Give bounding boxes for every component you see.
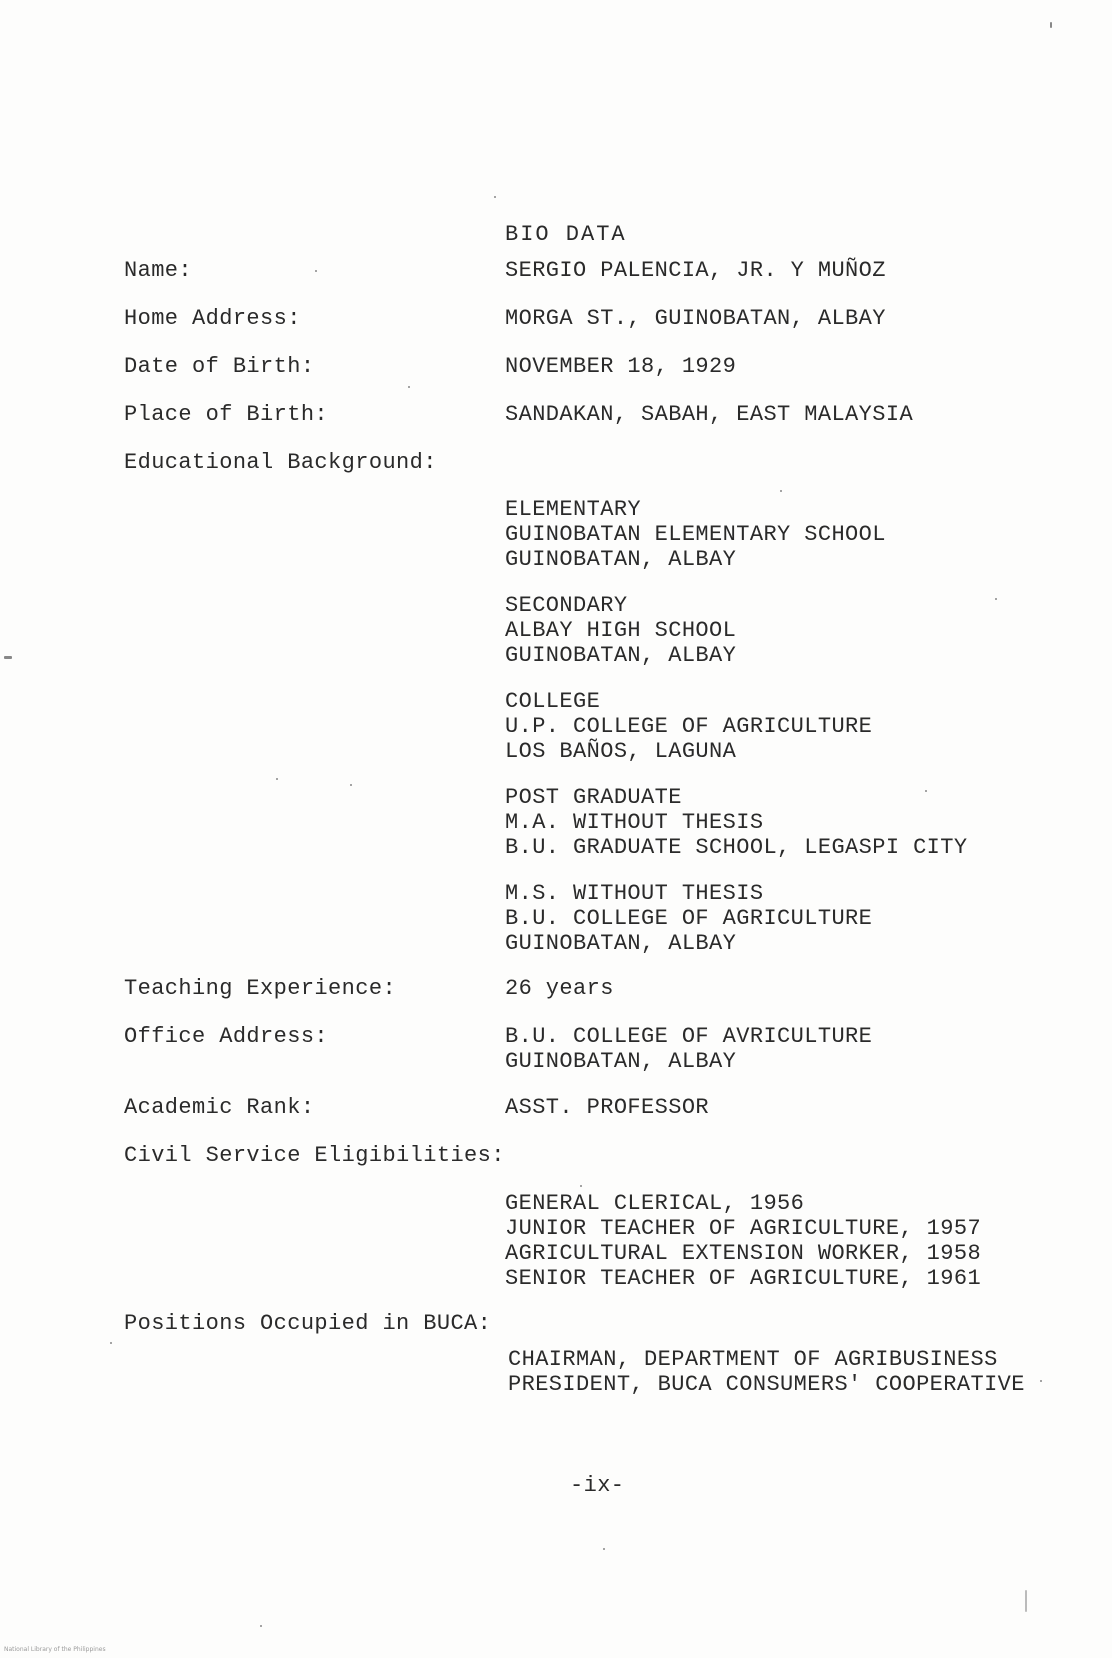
civil-service-item: JUNIOR TEACHER OF AGRICULTURE, 1957 bbox=[505, 1216, 982, 1241]
scan-speck bbox=[580, 1185, 582, 1187]
scan-footer-note: National Library of the Philippines bbox=[4, 1646, 106, 1653]
scan-speck bbox=[1050, 22, 1052, 28]
scan-speck bbox=[1025, 1590, 1027, 1612]
teaching-experience-value: 26 years bbox=[505, 976, 614, 1001]
education-line: M.S. WITHOUT THESIS bbox=[505, 881, 764, 906]
date-of-birth-value: NOVEMBER 18, 1929 bbox=[505, 354, 737, 379]
education-block-college bbox=[505, 689, 872, 764]
scan-speck bbox=[260, 1625, 262, 1627]
name-label: Name: bbox=[124, 258, 193, 283]
education-block-post-graduate bbox=[505, 785, 967, 860]
position-item: PRESIDENT, BUCA CONSUMERS' COOPERATIVE bbox=[508, 1372, 1025, 1397]
education-line: POST GRADUATE bbox=[505, 785, 682, 810]
education-line: GUINOBATAN ELEMENTARY SCHOOL bbox=[505, 522, 886, 547]
scan-speck bbox=[1040, 1380, 1042, 1382]
education-block-ms bbox=[505, 881, 872, 956]
civil-service-item: GENERAL CLERICAL, 1956 bbox=[505, 1191, 805, 1216]
education-block-elementary bbox=[505, 497, 886, 572]
scan-speck bbox=[780, 490, 782, 492]
scan-speck bbox=[925, 790, 927, 792]
education-line: M.A. WITHOUT THESIS bbox=[505, 810, 764, 835]
place-of-birth-value: SANDAKAN, SABAH, EAST MALAYSIA bbox=[505, 402, 914, 427]
positions-list bbox=[508, 1347, 1025, 1397]
civil-service-label: Civil Service Eligibilities: bbox=[124, 1143, 505, 1168]
place-of-birth-label: Place of Birth: bbox=[124, 402, 329, 427]
education-line: ALBAY HIGH SCHOOL bbox=[505, 618, 737, 643]
education-line: B.U. COLLEGE OF AGRICULTURE bbox=[505, 906, 873, 931]
education-block-secondary bbox=[505, 593, 736, 668]
civil-service-list bbox=[505, 1191, 981, 1291]
teaching-experience-label: Teaching Experience: bbox=[124, 976, 397, 1001]
civil-service-item: SENIOR TEACHER OF AGRICULTURE, 1961 bbox=[505, 1266, 982, 1291]
office-address-label: Office Address: bbox=[124, 1024, 329, 1049]
scan-speck bbox=[603, 1548, 605, 1550]
document-title: BIO DATA bbox=[505, 222, 627, 247]
page-number: -ix- bbox=[570, 1473, 625, 1498]
scan-speck bbox=[315, 270, 317, 272]
education-line: LOS BAÑOS, LAGUNA bbox=[505, 739, 737, 764]
scan-speck bbox=[408, 386, 410, 388]
positions-label: Positions Occupied in BUCA: bbox=[124, 1311, 492, 1336]
education-label: Educational Background: bbox=[124, 450, 437, 475]
name-value: SERGIO PALENCIA, JR. Y MUÑOZ bbox=[505, 258, 886, 283]
scan-speck bbox=[494, 196, 496, 198]
academic-rank-value: ASST. PROFESSOR bbox=[505, 1095, 710, 1120]
education-line: SECONDARY bbox=[505, 593, 628, 618]
scan-speck bbox=[276, 778, 278, 780]
education-line: ELEMENTARY bbox=[505, 497, 642, 522]
education-line: COLLEGE bbox=[505, 689, 601, 714]
office-address-line: B.U. COLLEGE OF AVRICULTURE bbox=[505, 1024, 873, 1049]
scan-speck bbox=[4, 656, 12, 659]
academic-rank-label: Academic Rank: bbox=[124, 1095, 315, 1120]
office-address-value bbox=[505, 1024, 872, 1074]
scan-speck bbox=[350, 784, 352, 786]
education-line: GUINOBATAN, ALBAY bbox=[505, 547, 737, 572]
position-item: CHAIRMAN, DEPARTMENT OF AGRIBUSINESS bbox=[508, 1347, 998, 1372]
education-line: GUINOBATAN, ALBAY bbox=[505, 643, 737, 668]
home-address-label: Home Address: bbox=[124, 306, 301, 331]
home-address-value: MORGA ST., GUINOBATAN, ALBAY bbox=[505, 306, 886, 331]
date-of-birth-label: Date of Birth: bbox=[124, 354, 315, 379]
office-address-line: GUINOBATAN, ALBAY bbox=[505, 1049, 737, 1074]
education-line: B.U. GRADUATE SCHOOL, LEGASPI CITY bbox=[505, 835, 968, 860]
education-line: U.P. COLLEGE OF AGRICULTURE bbox=[505, 714, 873, 739]
civil-service-item: AGRICULTURAL EXTENSION WORKER, 1958 bbox=[505, 1241, 982, 1266]
education-line: GUINOBATAN, ALBAY bbox=[505, 931, 737, 956]
scan-speck bbox=[110, 1342, 112, 1344]
scan-speck bbox=[995, 598, 997, 600]
